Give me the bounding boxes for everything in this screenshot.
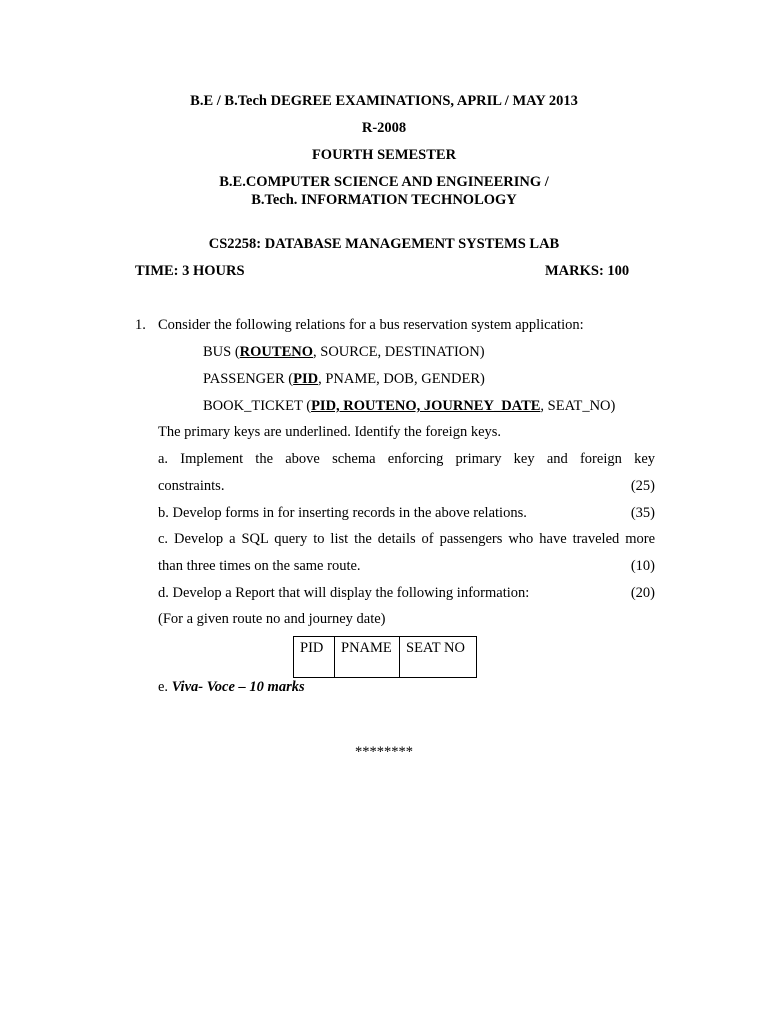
- part-d-subtitle: (For a given route no and journey date): [158, 611, 386, 627]
- end-stars: ********: [355, 744, 413, 760]
- book-primary-key: PID, ROUTENO, JOURNEY_DATE: [311, 398, 541, 414]
- relation-book-ticket: [203, 397, 615, 415]
- relation-passenger: [203, 370, 485, 388]
- part-c-marks: (10): [630, 558, 655, 574]
- course-title: CS2258: DATABASE MANAGEMENT SYSTEMS LAB: [208, 236, 560, 252]
- report-col-pname: PNAME: [335, 637, 400, 678]
- marks-label: MARKS: 100: [545, 263, 630, 279]
- passenger-rest: , PNAME, DOB, GENDER): [318, 371, 485, 387]
- part-c-line-1: c. Develop a SQL query to list the details of passengers who have traveled more: [158, 531, 655, 547]
- part-a-marks: (25): [630, 478, 655, 494]
- part-e-row: [158, 678, 305, 696]
- branch-line-1: B.E.COMPUTER SCIENCE AND ENGINEERING /: [219, 174, 549, 190]
- part-b-row: [158, 504, 655, 522]
- question-intro: Consider the following relations for a bus reservation system application:: [158, 317, 584, 333]
- passenger-primary-key: PID: [293, 371, 319, 387]
- time-label: TIME: 3 HOURS: [135, 263, 245, 279]
- question-number: 1.: [135, 317, 146, 333]
- passenger-prefix: PASSENGER (: [203, 371, 294, 387]
- exam-title: B.E / B.Tech DEGREE EXAMINATIONS, APRIL / MAY 2013: [190, 93, 578, 109]
- part-c-line-2-row: [158, 557, 655, 575]
- semester: FOURTH SEMESTER: [311, 147, 457, 163]
- part-c-line-2: than three times on the same route.: [158, 558, 361, 574]
- regulation: R-2008: [361, 120, 407, 136]
- part-a-line-1: a. Implement the above schema enforcing primary key and foreign key: [158, 451, 655, 467]
- report-table: [293, 636, 477, 678]
- book-rest: , SEAT_NO): [540, 398, 616, 414]
- part-e-text: Viva- Voce – 10 marks: [171, 679, 305, 695]
- part-b-marks: (35): [630, 505, 655, 521]
- relation-bus: [203, 343, 485, 361]
- report-col-pid: PID: [294, 637, 335, 678]
- part-d-marks: (20): [630, 585, 655, 601]
- report-header-row: [294, 637, 477, 678]
- part-d-row: [158, 584, 655, 602]
- branch-line-2: B.Tech. INFORMATION TECHNOLOGY: [251, 192, 517, 208]
- part-e-prefix: e.: [158, 679, 172, 695]
- bus-prefix: BUS (: [203, 344, 240, 360]
- bus-primary-key: ROUTENO: [239, 344, 313, 360]
- book-prefix: BOOK_TICKET (: [203, 398, 312, 414]
- part-a-line-2: constraints.: [158, 478, 225, 494]
- part-b-text: b. Develop forms in for inserting records in the above relations.: [158, 505, 527, 521]
- bus-rest: , SOURCE, DESTINATION): [313, 344, 485, 360]
- primary-key-note: The primary keys are underlined. Identify the foreign keys.: [158, 424, 502, 440]
- part-a-line-2-row: [158, 477, 655, 495]
- report-col-seat-no: SEAT NO: [400, 637, 477, 678]
- part-d-text: d. Develop a Report that will display the following information:: [158, 585, 530, 601]
